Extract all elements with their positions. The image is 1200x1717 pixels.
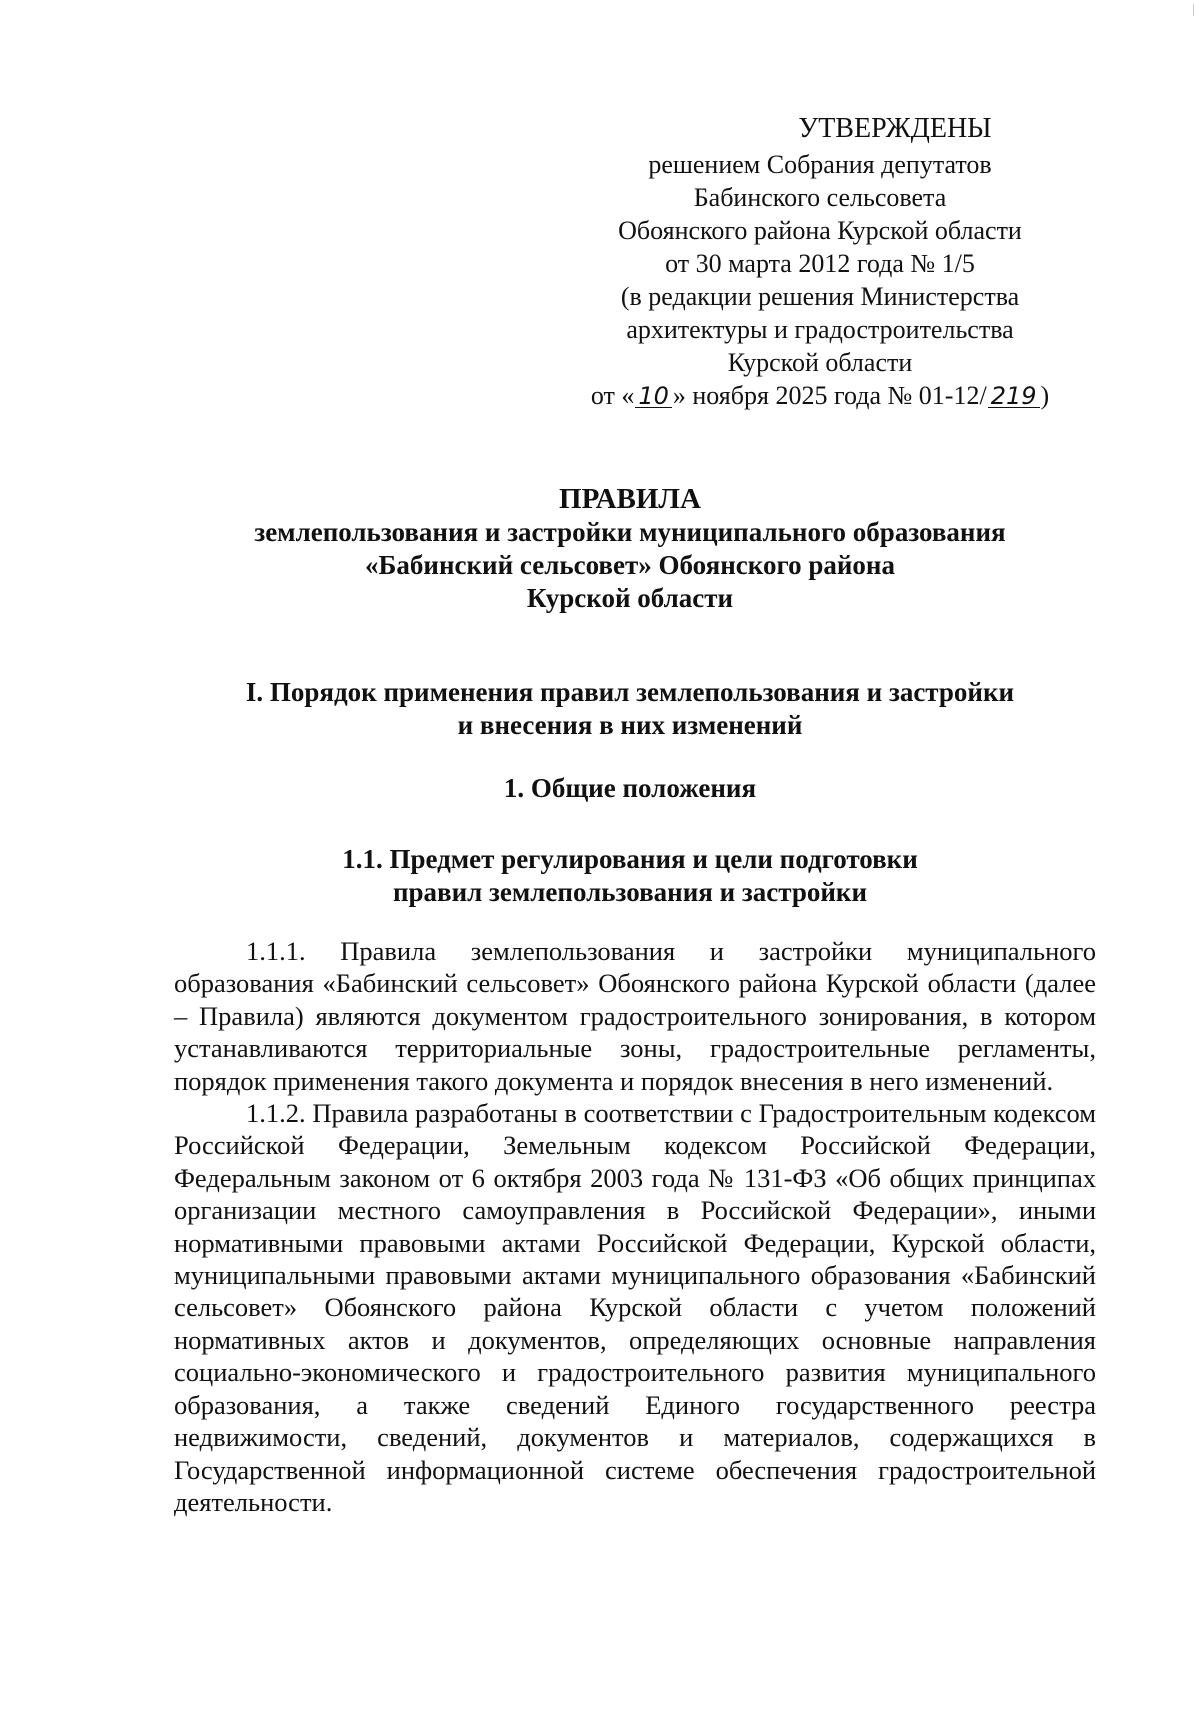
approval-line-1: решением Собрания депутатов <box>648 150 992 179</box>
approval-line-7: Курской области <box>727 348 913 377</box>
handwritten-day: 10 <box>635 385 672 408</box>
title-line-1: землепользования и застройки муниципального образования <box>254 517 1006 547</box>
subsection-heading <box>160 843 1100 909</box>
title-line-3: Курской области <box>526 583 734 613</box>
chapter-line-1: I. Порядок применения правил землепользования и застройки <box>245 677 1015 707</box>
approval-date-suffix: ) <box>1040 381 1050 410</box>
subsection-line-1: 1.1. Предмет регулирования и цели подготовки <box>342 844 918 874</box>
chapter-line-2: и внесения в них изменений <box>457 710 803 740</box>
paragraph-1-1-1: 1.1.1. Правила землепользования и застройки муниципального образования «Бабинский сельсовет» Обоянского района Курской области (далее – Правила) являются документом градостроительного зонирования, в котором устанавливаются территориальные зоны, градостроительные регламенты, порядок применения такого документа и порядок внесения в него изменений. <box>174 936 1096 1096</box>
approval-date-prefix: от « <box>590 381 635 410</box>
subsection-line-2: правил землепользования и застройки <box>392 877 868 907</box>
approval-line-3: Обоянского района Курской области <box>618 216 1022 245</box>
approval-line-4: от 30 марта 2012 года № 1/5 <box>665 249 975 278</box>
scan-edge-mark <box>1193 4 1194 16</box>
approval-line-8 <box>560 379 1080 412</box>
approval-block <box>560 110 1080 412</box>
approval-heading: УТВЕРЖДЕНЫ <box>798 113 992 144</box>
approval-date-middle: » ноября 2025 года № 01-12/ <box>672 381 987 410</box>
approval-line-5: (в редакции решения Министерства <box>620 282 1020 311</box>
section-heading <box>160 772 1100 805</box>
approval-line-2: Бабинского сельсовета <box>693 183 947 212</box>
title-line-2: «Бабинский сельсовет» Обоянского района <box>365 550 895 580</box>
approval-line-6: архитектуры и градостроительства <box>626 315 1014 344</box>
chapter-heading <box>160 676 1100 742</box>
document-title <box>160 483 1100 615</box>
handwritten-number: 219 <box>988 385 1040 408</box>
paragraph-1-1-2: 1.1.2. Правила разработаны в соответствии с Градостроительным кодексом Российской Федерации, Земельным кодексом Российской Федерации, Федеральным законом от 6 октября 2003 года № 131-ФЗ «Об общих принципах организации местного самоуправления в Российской Федерации», иными нормативными правовыми актами Российской Федерации, Курской области, муниципальными правовыми актами муниципального образования «Бабинский сельсовет» Обоянского района Курской области с учетом положений нормативных актов и документов, определяющих основные направления социально-экономического и градостроительного развития муниципального образования, а также сведений Единого государственного реестра недвижимости, сведений, документов и материалов, содержащихся в Государственной информационной системе обеспечения градостроительной деятельности. <box>174 1098 1096 1517</box>
section-1-heading: 1. Общие положения <box>503 773 757 803</box>
title-main: ПРАВИЛА <box>559 483 701 515</box>
body-text <box>174 935 1096 1518</box>
